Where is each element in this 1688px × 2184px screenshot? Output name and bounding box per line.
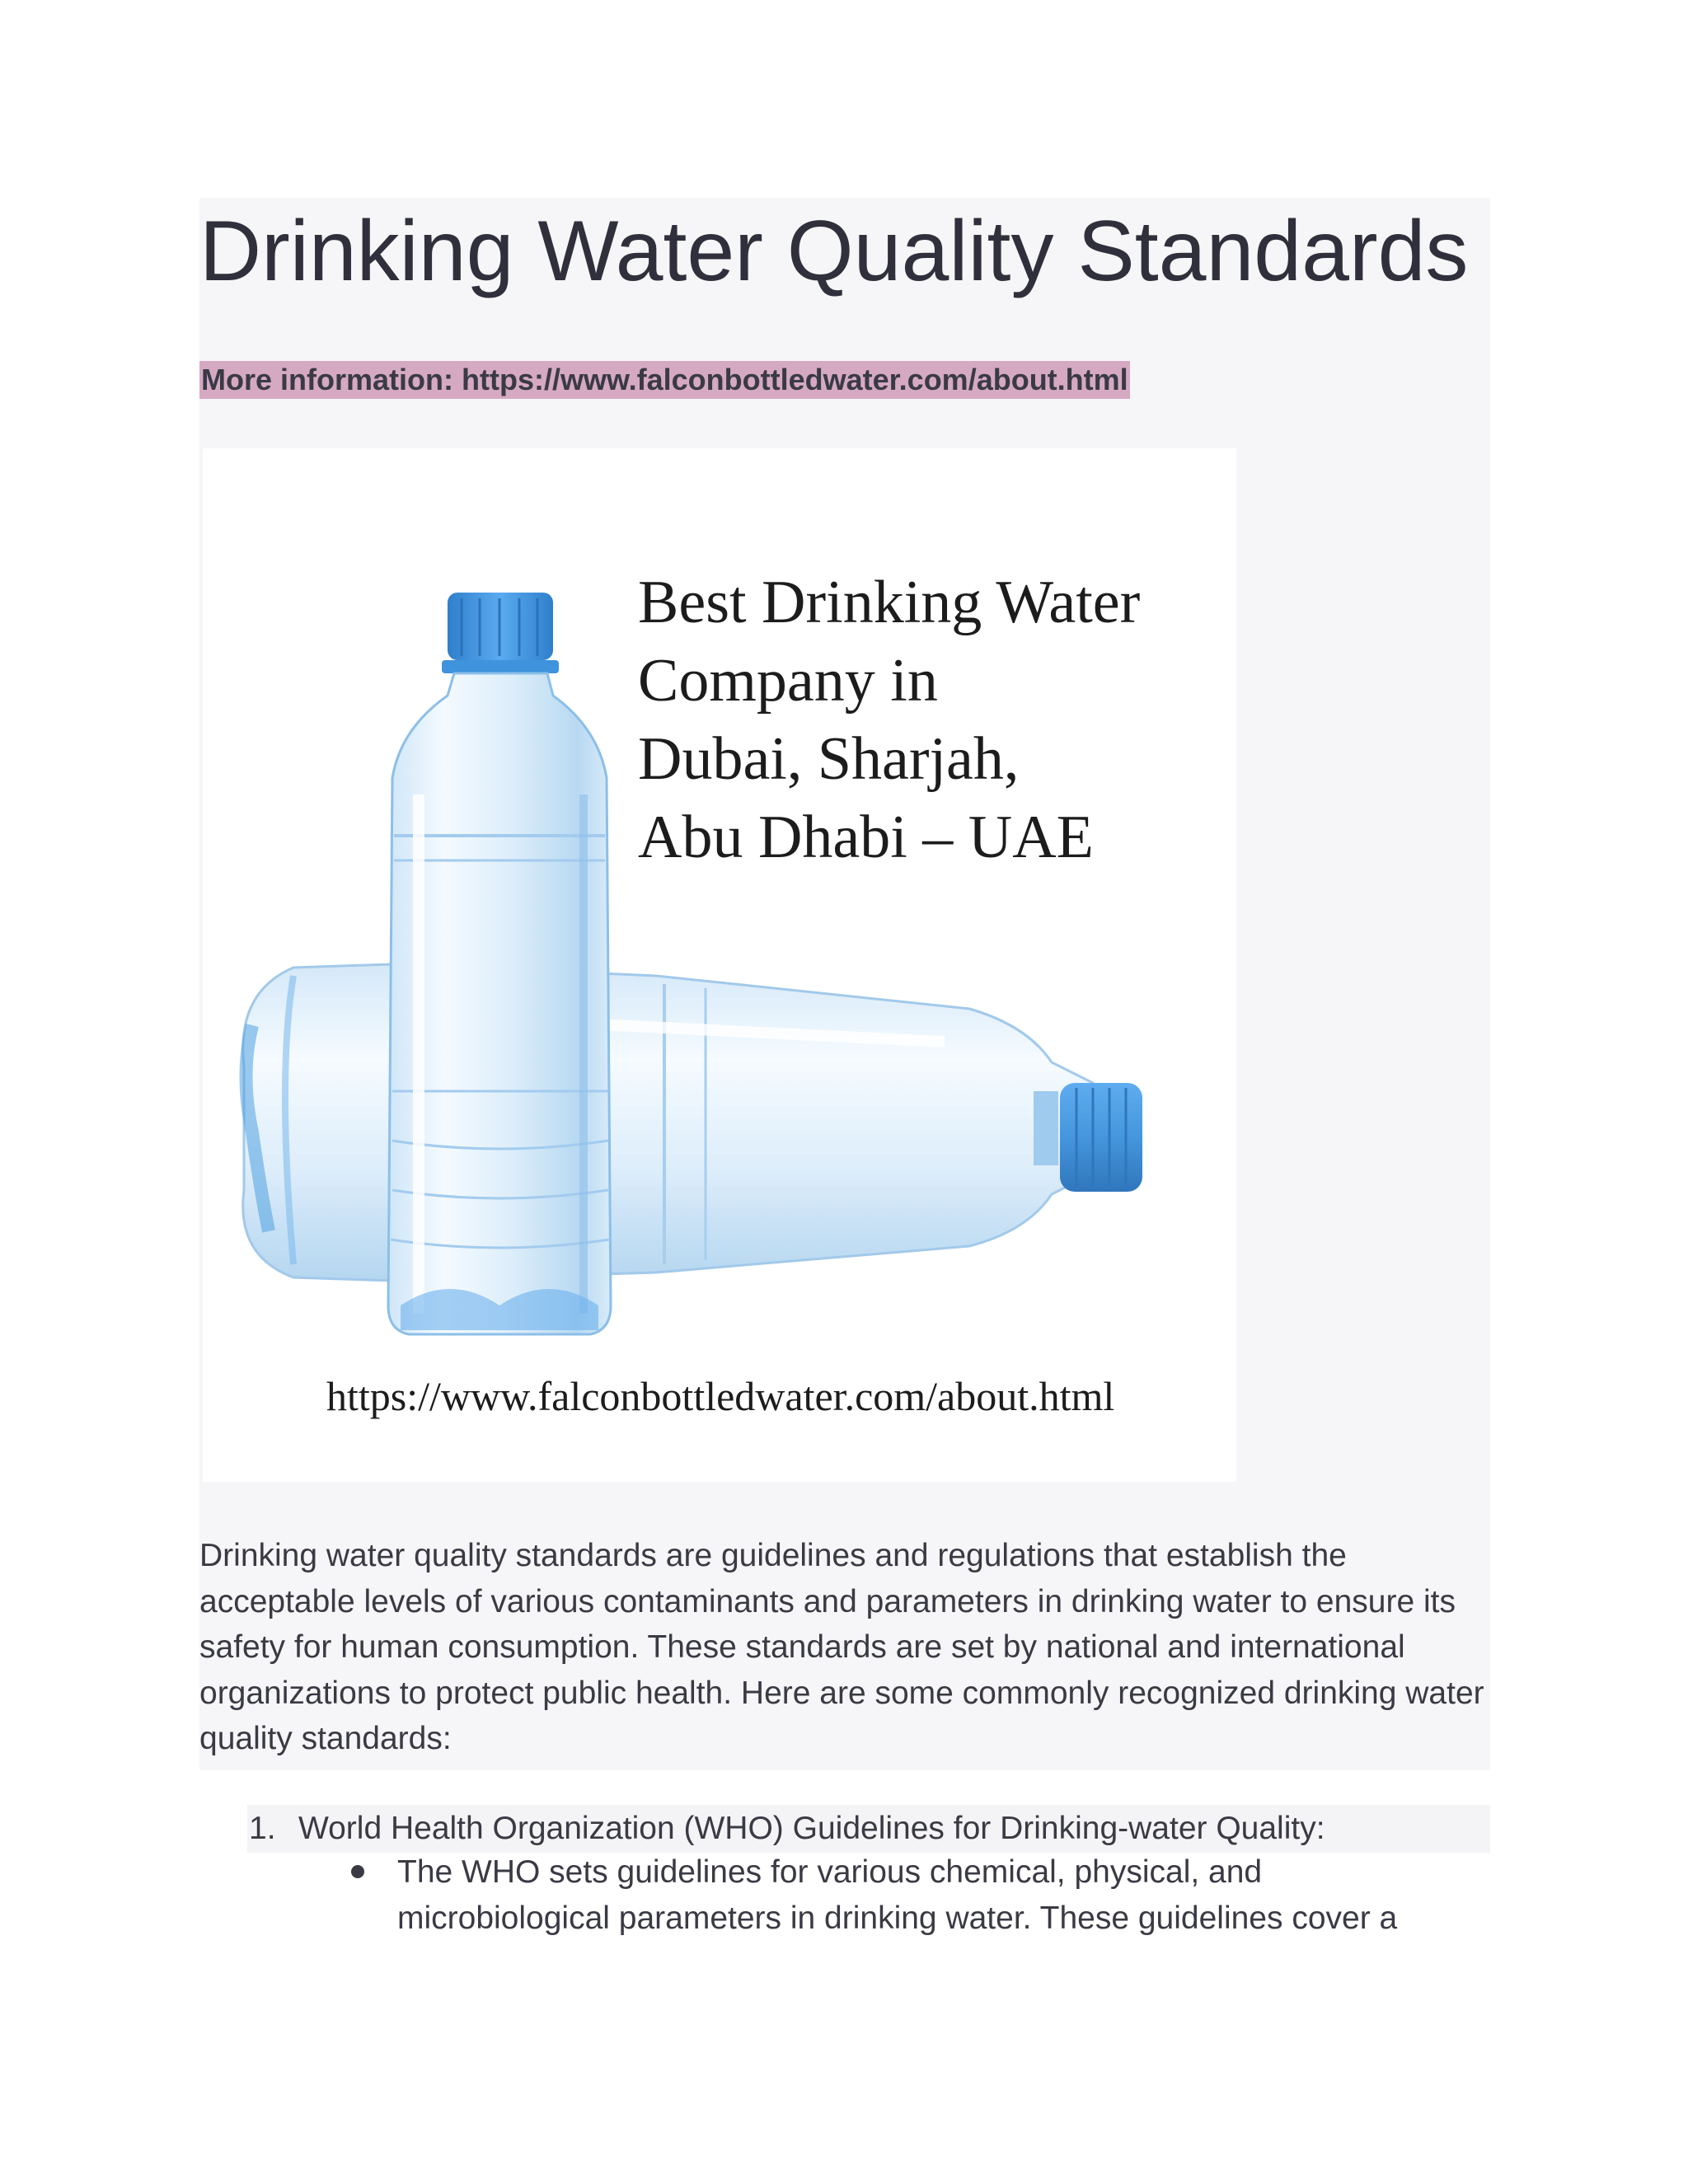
hero-heading-line: Best Drinking Water bbox=[638, 569, 1141, 636]
hero-heading-line: Dubai, Sharjah, bbox=[638, 725, 1020, 793]
bullet-icon bbox=[351, 1865, 364, 1878]
list-item-number: 1. bbox=[249, 1811, 276, 1846]
bullet-text: The WHO sets guidelines for various chemical, physical, and microbiological parameters in drinking water. These guidelines cover a bbox=[397, 1854, 1398, 1936]
hero-heading-line: Abu Dhabi – UAE bbox=[638, 804, 1094, 871]
hero-heading bbox=[638, 564, 1140, 877]
hero-image bbox=[203, 448, 1236, 1482]
hero-url: https://www.falconbottledwater.com/about.html bbox=[326, 1373, 1115, 1419]
horizontal-bottle bbox=[243, 964, 1142, 1281]
more-info-link[interactable]: More information: https://www.falconbottledwater.com/about.html bbox=[199, 361, 1130, 399]
page-title: Drinking Water Quality Standards bbox=[199, 204, 1469, 299]
standing-bottle bbox=[388, 593, 611, 1334]
list-item-label: World Health Organization (WHO) Guidelines for Drinking-water Quality: bbox=[298, 1811, 1325, 1846]
hero-heading-line: Company in bbox=[638, 647, 938, 715]
intro-paragraph: Drinking water quality standards are guidelines and regulations that establish the acceptable levels of various contaminants and parameters in drinking water to ensure its safety for human consumption. These standards are set by national and international organizations to protect public health. Here are some commonly recognized drinking water quality standards: bbox=[199, 1538, 1484, 1756]
